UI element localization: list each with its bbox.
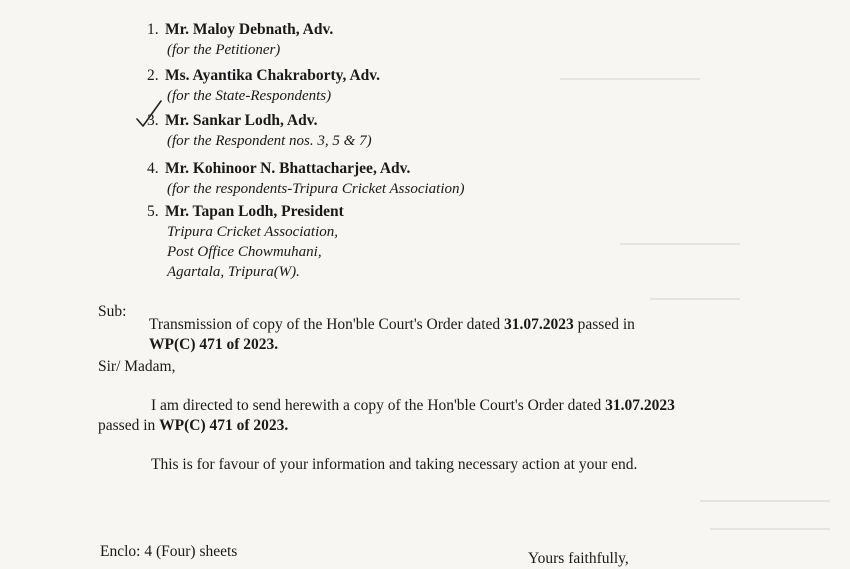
body-paragraph-1 [98,396,798,436]
recipient-number: 3. [147,112,159,129]
recipient-detail: (for the Petitioner) [167,42,281,58]
recipient-1 [147,20,333,60]
recipient-number: 4. [147,160,159,177]
recipient-detail: (for the State-Respondents) [167,88,332,104]
enclosure-note: Enclo: 4 (Four) sheets [100,543,238,560]
closing: Yours faithfully, [528,550,629,567]
salutation: Sir/ Madam, [98,358,176,375]
recipient-address-line: Agartala, Tripura(W). [167,264,300,280]
subject-case-number: WP(C) 471 of 2023. [149,336,279,353]
recipient-name: Mr. Tapan Lodh, President [165,203,344,220]
bleed-through-mark [560,78,700,80]
subject-text-part: passed in [577,316,635,333]
recipient-name: Mr. Kohinoor N. Bhattacharjee, Adv. [165,160,411,177]
bleed-through-mark [710,528,830,530]
bleed-through-mark [650,298,740,300]
body-text: I am directed to send herewith a copy of the Hon'ble Court's Order dated [151,397,602,414]
body-paragraph-2: This is for favour of your information and taking necessary action at your end. [151,456,638,473]
recipient-3 [147,111,372,151]
recipient-detail: (for the respondents-Tripura Cricket Association) [167,181,465,197]
subject-date: 31.07.2023 [504,316,574,333]
subject-text-part: Transmission of copy of the Hon'ble Court's Order dated [149,316,501,333]
order-date: 31.07.2023 [605,397,675,414]
recipient-address-line: Tripura Cricket Association, [167,224,338,240]
recipient-number: 5. [147,203,159,220]
subject-text [149,315,749,355]
body-text: passed in [98,417,156,434]
bleed-through-mark [620,243,740,245]
subject-label: Sub: [98,303,127,320]
recipient-number: 1. [147,21,159,38]
recipient-number: 2. [147,67,159,84]
recipient-5 [147,202,344,282]
bleed-through-mark [700,500,830,502]
recipient-name: Mr. Sankar Lodh, Adv. [165,112,318,129]
recipient-detail: (for the Respondent nos. 3, 5 & 7) [167,133,372,149]
recipient-4 [147,159,465,199]
recipient-address-line: Post Office Chowmuhani, [167,244,322,260]
recipient-2 [147,66,380,106]
recipient-name: Ms. Ayantika Chakraborty, Adv. [165,67,381,84]
case-number: WP(C) 471 of 2023. [159,417,289,434]
recipient-name: Mr. Maloy Debnath, Adv. [165,21,334,38]
